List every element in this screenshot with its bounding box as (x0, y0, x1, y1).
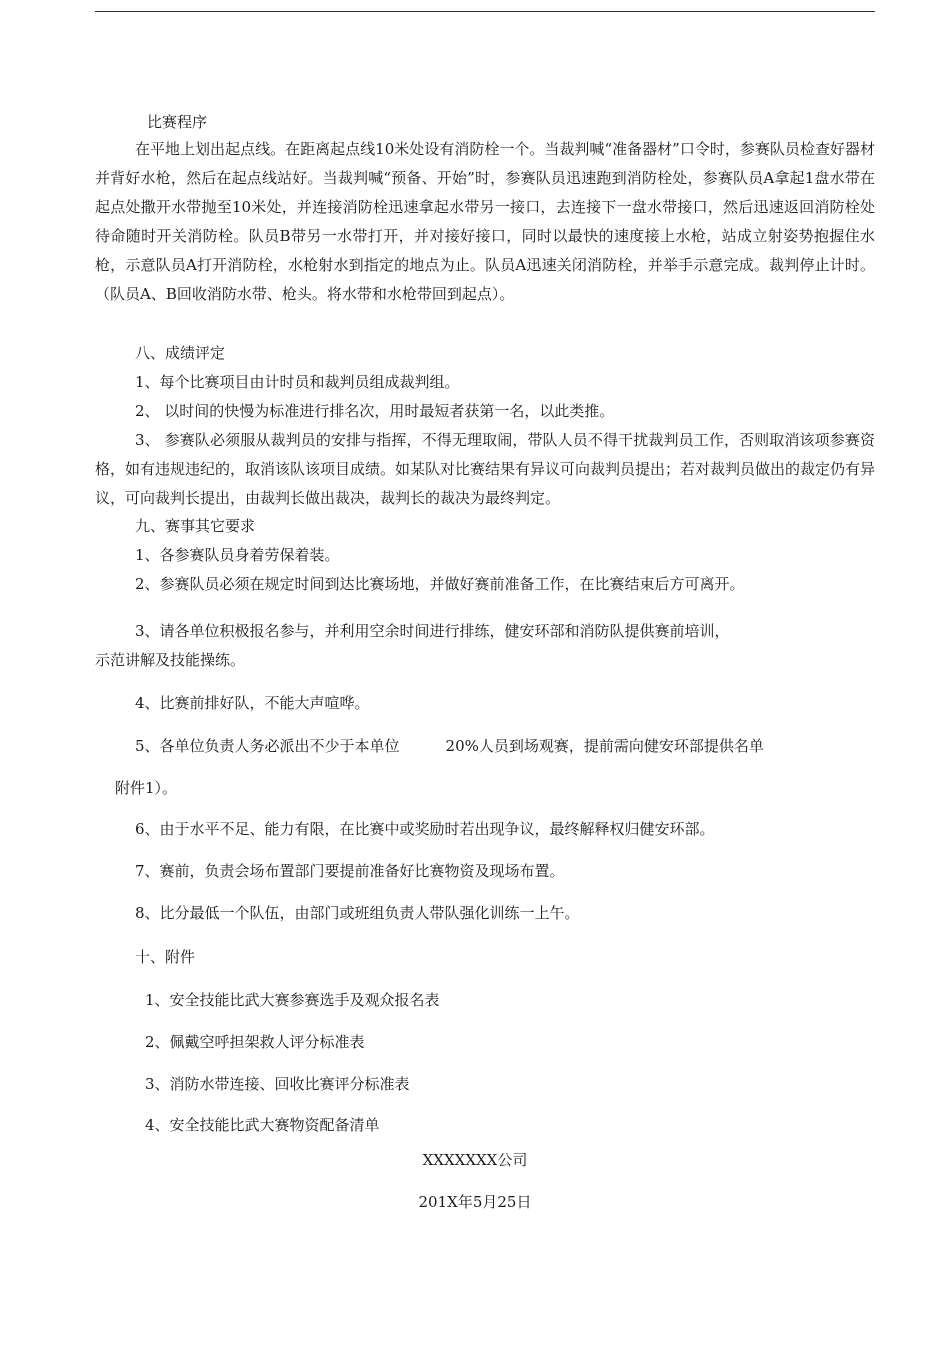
section-9-item-5-part-1: 5、各单位负责人务必派出不少于本单位 (135, 737, 400, 755)
section-10-title: 十、附件 (135, 948, 196, 966)
attachment-1: 1、安全技能比武大赛参赛选手及观众报名表 (145, 991, 440, 1009)
section-9-item-6: 6、由于水平不足、能力有限，在比赛中或奖励时若出现争议，最终解释权归健安环部。 (135, 820, 715, 838)
document-date: 201X年5月25日 (418, 1193, 532, 1211)
top-rule (95, 11, 875, 12)
section-9-item-2: 2、参赛队员必须在规定时间到达比赛场地，并做好赛前准备工作，在比赛结束后方可离开。 (135, 575, 745, 593)
section-9-item-4: 4、比赛前排好队，不能大声喧哗。 (135, 694, 370, 712)
section-9-item-5-part-2: 20%人员到场观赛，提前需向健安环部提供名单 (445, 737, 764, 755)
heading-procedure: 比赛程序 (147, 113, 208, 131)
section-9-item-5 (135, 737, 764, 755)
section-8-item-3: 3、 参赛队必须服从裁判员的安排与指挥，不得无理取闹，带队人员不得干扰裁判员工作，否则取消该项参赛资格，如有违规违纪的，取消该队该项目成绩。如某队对比赛结果有异议可向裁判员提出；若对裁判员做出的裁定仍有异议，可向裁判长提出，由裁判长做出裁决，裁判长的裁决为最终判定。 (95, 431, 876, 507)
section-8-item-2: 2、 以时间的快慢为标准进行排名次，用时最短者获第一名，以此类推。 (135, 402, 615, 420)
company-name: XXXXXXX公司 (422, 1151, 528, 1169)
procedure-paragraph: 在平地上划出起点线。在距离起点线10米处设有消防栓一个。当裁判喊“准备器材”口令时，参赛队员检查好器材并背好水枪，然后在起点线站好。当裁判喊“预备、开始”时，参赛队员迅速跑到消防栓处，参赛队员A拿起1盘水带在起点处撒开水带抛至10米处，并连接消防栓迅速拿起水带另一接口，去连接下一盘水带接口，然后迅速返回消防栓处待命随时开关消防栓。队员B带另一水带打开，并对接好接口，同时以最快的速度接上水枪，站成立射姿势抱握住水枪，示意队员A打开消防栓，水枪射水到指定的地点为止。队员A迅速关闭消防栓，并举手示意完成。裁判停止计时。（队员A、B回收消防水带、枪头。将水带和水枪带回到起点）。 (95, 140, 875, 303)
section-9-item-8: 8、比分最低一个队伍，由部门或班组负责人带队强化训练一上午。 (135, 904, 580, 922)
attachment-3: 3、消防水带连接、回收比赛评分标准表 (145, 1075, 410, 1093)
section-9-item-1: 1、各参赛队员身着劳保着装。 (135, 546, 340, 564)
section-8-title: 八、成绩评定 (135, 344, 226, 362)
attachment-2: 2、佩戴空呼担架救人评分标准表 (145, 1033, 365, 1051)
section-9-item-5-cont: 附件1）。 (115, 779, 178, 797)
section-9-title: 九、赛事其它要求 (135, 517, 256, 535)
section-9-item-3-cont: 示范讲解及技能操练。 (95, 651, 246, 669)
section-9-item-3: 3、请各单位积极报名参与，并利用空余时间进行排练，健安环部和消防队提供赛前培训， (135, 622, 730, 640)
section-8-item-1: 1、每个比赛项目由计时员和裁判员组成裁判组。 (135, 373, 460, 391)
section-9-item-7: 7、赛前，负责会场布置部门要提前准备好比赛物资及现场布置。 (135, 862, 565, 880)
attachment-4: 4、安全技能比武大赛物资配备清单 (145, 1116, 380, 1134)
